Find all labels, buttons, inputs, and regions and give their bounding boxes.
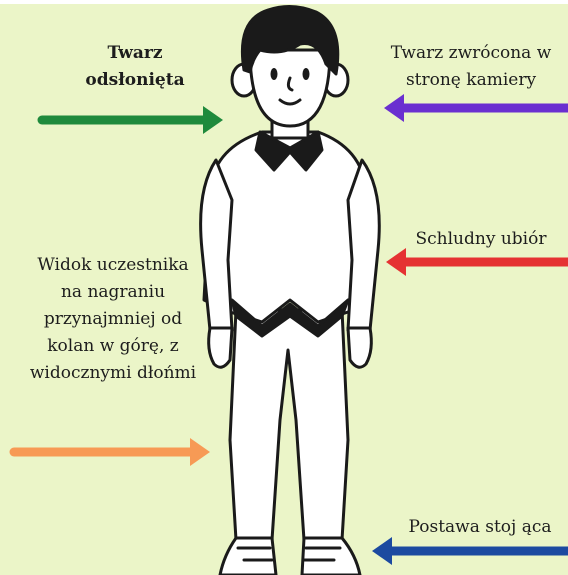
label-neat-clothing: Schludny ubiór	[415, 229, 547, 249]
right-arm	[348, 160, 379, 330]
label-knees-up-view: Widok uczestnika na nagraniu przynajmniej od kolan w górę, z widocznymi dłońmi	[29, 255, 197, 383]
right-hand	[348, 328, 371, 367]
label-standing-posture: Postawa stoj ąca	[408, 517, 552, 537]
arrow-standing	[372, 537, 568, 565]
left-shoe	[220, 538, 276, 575]
trousers	[230, 310, 348, 540]
right-shoe	[302, 538, 360, 575]
label-face-to-camera: Twarz zwrócona w stronę kamiery	[390, 43, 552, 90]
arrow-face-to-camera	[384, 94, 568, 122]
arrow-face-uncovered	[42, 106, 223, 134]
arrow-knees-up	[14, 438, 210, 466]
label-face-uncovered: Twarz odsłonięta	[85, 43, 185, 90]
